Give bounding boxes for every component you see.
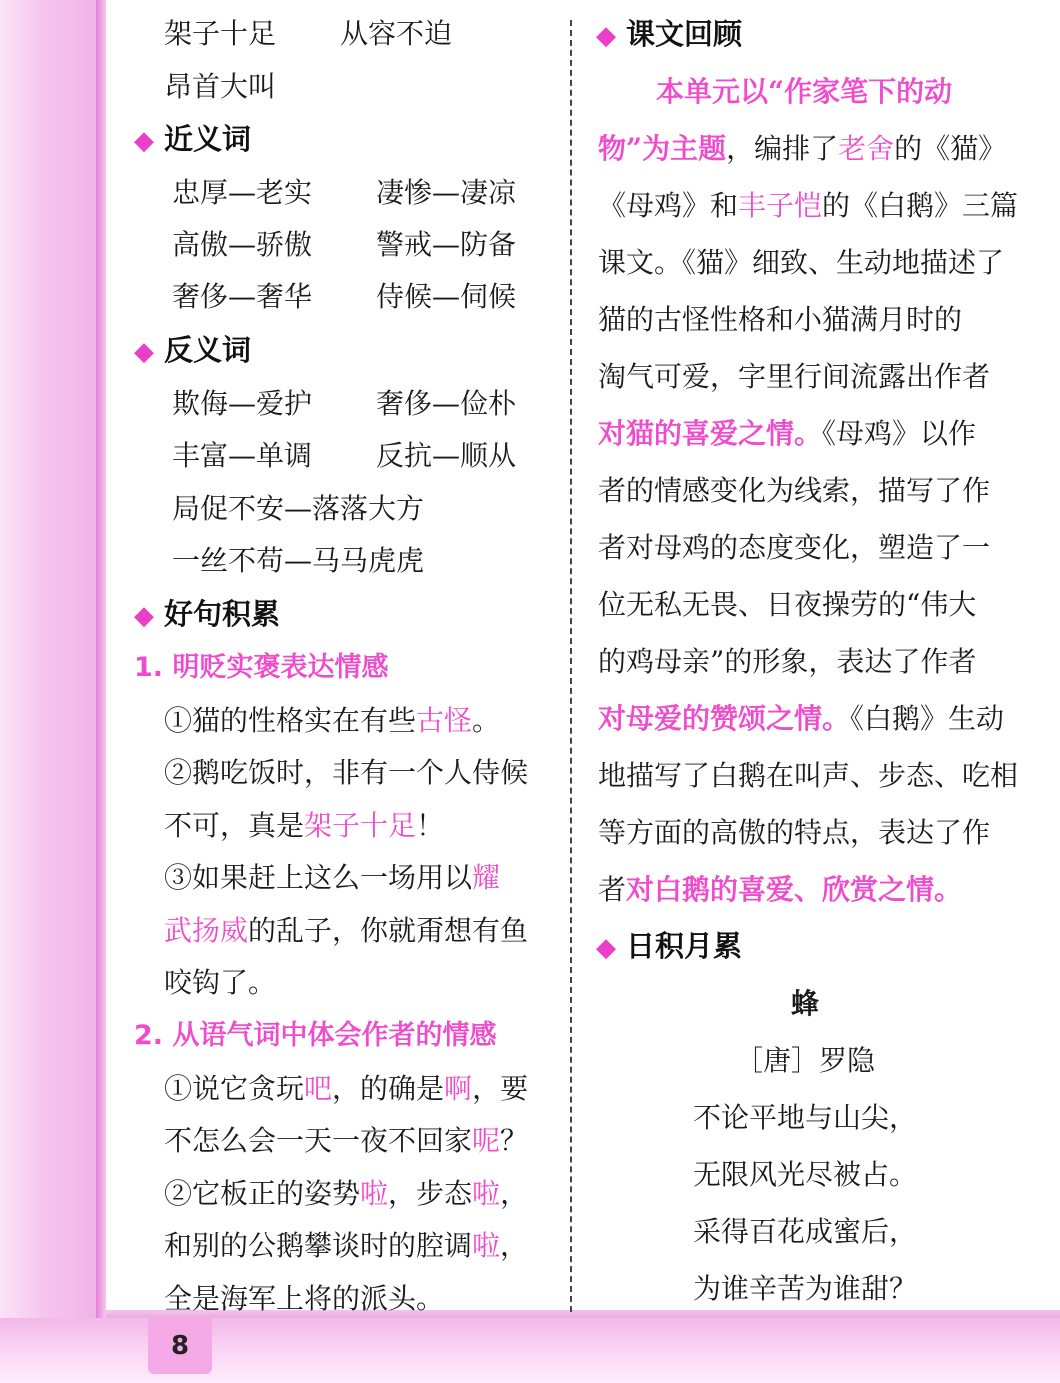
review-line: 等方面的高傲的特点，表达了作 [598,816,991,849]
review-line: 地描写了白鹅在叫声、步态、吃相 [598,759,1019,792]
column-divider [570,20,572,1312]
review-line: 对猫的喜爱之情。《母鸡》以作 [598,417,977,450]
review-line: 对母爱的赞颂之情。《白鹅》生动 [598,702,1005,735]
binder-frame-left [0,0,96,1383]
antonym-row: 欺侮—爱护 奢侈—俭朴 [172,387,517,420]
diamond-bullet-icon: ◆ [596,21,616,51]
poem-author: ［唐］罗隐 [734,1044,875,1077]
sentence-line: ①说它贪玩吧，的确是啊，要 [164,1072,529,1105]
diamond-bullet-icon: ◆ [134,601,154,631]
sentence-line: ②它板正的姿势啦，步态啦， [164,1177,529,1210]
section-heading-antonyms: ◆ 反义词 [134,333,252,367]
review-line: 淘气可爱，字里行间流露出作者 [598,360,991,393]
review-line: 猫的古怪性格和小猫满月时的 [598,303,963,336]
poem-line: 为谁辛苦为谁甜？ [692,1272,917,1305]
poem-title: 蜂 [790,987,819,1020]
antonym-row: 一丝不苟—马马虎虎 [172,544,425,577]
synonym-row: 忠厚—老实 凄惨—凄凉 [172,176,517,209]
antonym-row: 局促不安—落落大方 [172,492,425,525]
subheading-2: 2. 从语气词中体会作者的情感 [134,1020,497,1051]
review-line: 的鸡母亲”的形象，表达了作者 [598,645,977,678]
review-line: 物”为主题，编排了老舍的《猫》 [598,132,1007,165]
review-line: 本单元以“作家笔下的动 [656,75,953,108]
page-number-tab [148,1318,212,1374]
sentence-line: ②鹅吃饭时，非有一个人侍候 [164,756,529,789]
synonym-row: 高傲—骄傲 警戒—防备 [172,228,517,261]
sentence-line: ③如果赶上这么一场用以耀 [164,861,501,894]
section-heading-synonyms: ◆ 近义词 [134,122,252,156]
idiom-row: 架子十足 从容不迫 [164,17,453,50]
sentence-line: 和别的公鹅攀谈时的腔调啦， [164,1229,529,1262]
sentence-line: ①猫的性格实在有些古怪。 [164,704,501,737]
review-line: 者对白鹅的喜爱、欣赏之情。 [598,873,963,906]
poem-line: 无限风光尽被占。 [692,1158,917,1191]
review-line: 位无私无畏、日夜操劳的“伟大 [598,588,977,621]
section-heading-accumulate: ◆ 日积月累 [596,929,743,963]
review-line: 《母鸡》和丰子恺的《白鹅》三篇 [598,189,1019,222]
antonym-row: 丰富—单调 反抗—顺从 [172,439,517,472]
binder-frame-edge [96,0,106,1330]
synonym-row: 奢侈—奢华 侍候—伺候 [172,280,517,313]
sentence-line: 不怎么会一天一夜不回家呢？ [164,1124,529,1157]
diamond-bullet-icon: ◆ [596,933,616,963]
sentence-line: 全是海军上将的派头。 [164,1282,445,1315]
page-number: 8 [170,1331,190,1361]
sentence-line: 武扬威的乱子，你就甭想有鱼 [164,914,529,947]
idiom-row: 昂首大叫 [164,70,277,103]
subheading-1: 1. 明贬实褒表达情感 [134,652,389,683]
diamond-bullet-icon: ◆ [134,126,154,156]
sentence-line: 不可，真是架子十足！ [164,809,445,842]
sentence-line: 咬钩了。 [164,966,277,999]
poem-line: 不论平地与山尖， [692,1101,917,1134]
poem-line: 采得百花成蜜后， [692,1215,917,1248]
section-heading-good-sentences: ◆ 好句积累 [134,597,281,631]
review-line: 课文。《猫》细致、生动地描述了 [598,246,1005,279]
diamond-bullet-icon: ◆ [134,337,154,367]
review-line: 者对母鸡的态度变化，塑造了一 [598,531,991,564]
review-line: 者的情感变化为线索，描写了作 [598,474,991,507]
section-heading-review: ◆ 课文回顾 [596,17,743,51]
